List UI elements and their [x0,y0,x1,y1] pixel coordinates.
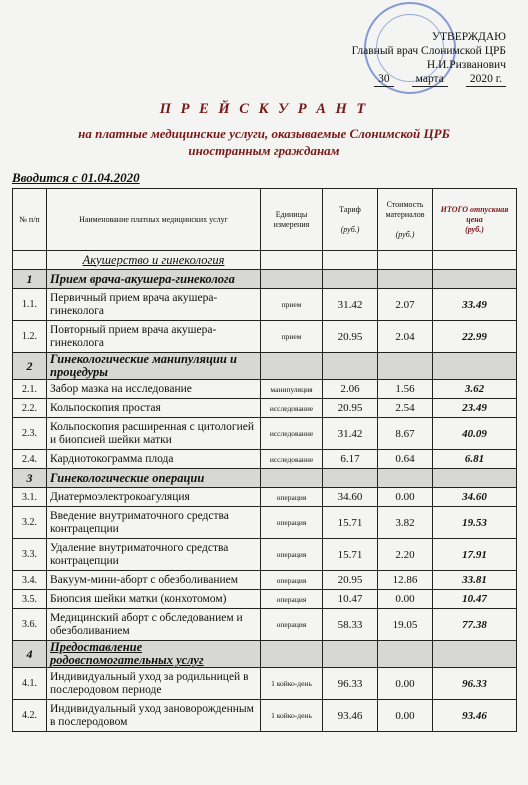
row-service-name: Кольпоскопия простая [47,399,261,418]
row-num: 2.4. [13,450,47,469]
row-tariff: 20.95 [323,321,378,353]
table-row [13,380,517,399]
section-unit [261,353,323,380]
row-service-name: Индивидуальный уход за родильницей в послеродовом периоде [47,668,261,700]
row-materials: 2.04 [378,321,433,353]
row-materials: 8.67 [378,418,433,450]
row-service-name: Диатермоэлектрокоагуляция [47,488,261,507]
row-num: 3.5. [13,590,47,609]
row-tariff: 20.95 [323,399,378,418]
section-unit [261,270,323,289]
row-num: 3.1. [13,488,47,507]
row-service-name: Введение внутриматочного средства контрацепции [47,507,261,539]
row-service-name: Медицинский аборт с обследованием и обезболиванием [47,609,261,641]
row-unit: исследование [261,418,323,450]
row-tariff: 93.46 [323,700,378,732]
row-unit: прием [261,289,323,321]
section-num: 3 [13,469,47,488]
approval-position: Главный врач Слонимской ЦРБ [351,45,506,57]
header-tariff-label: Тариф [339,204,361,214]
section-row [13,641,517,668]
row-total-price: 19.53 [433,507,517,539]
row-num: 3.3. [13,539,47,571]
row-tariff: 10.47 [323,590,378,609]
approval-title: УТВЕРЖДАЮ [431,31,506,43]
table-row [13,609,517,641]
section-unit [261,469,323,488]
section-title: Гинекологические операции [47,469,261,488]
table-row [13,507,517,539]
table-row [13,539,517,571]
approval-signer: Н.И.Ризванович [426,59,506,71]
row-service-name: Вакуум-мини-аборт с обезболиванием [47,571,261,590]
approval-year: 2020 г. [466,72,506,87]
row-materials: 0.00 [378,700,433,732]
section-title: Гинекологические манипуляции и процедуры [47,353,261,380]
section-tariff [323,270,378,289]
section-total [433,641,517,668]
row-service-name: Повторный прием врача акушера-гинеколога [47,321,261,353]
row-total-price: 33.49 [433,289,517,321]
row-unit: операция [261,488,323,507]
approval-month: марта [412,72,448,87]
category-tariff [323,251,378,270]
row-unit: исследование [261,450,323,469]
row-materials: 2.07 [378,289,433,321]
category-num [13,251,47,270]
section-tariff [323,469,378,488]
section-tariff [323,353,378,380]
row-tariff: 15.71 [323,507,378,539]
table-row [13,418,517,450]
row-total-price: 22.99 [433,321,517,353]
table-header-row [13,189,517,251]
price-table-body [13,189,517,732]
price-table [12,188,517,732]
row-total-price: 6.81 [433,450,517,469]
row-materials: 0.00 [378,488,433,507]
table-row [13,590,517,609]
approval-block [352,30,506,87]
row-unit: прием [261,321,323,353]
row-materials: 3.82 [378,507,433,539]
row-materials: 2.20 [378,539,433,571]
row-service-name: Удаление внутриматочного средства контрацепции [47,539,261,571]
section-title: Предоставление родовспомогательных услуг [47,641,261,668]
row-materials: 0.64 [378,450,433,469]
category-unit [261,251,323,270]
row-num: 2.3. [13,418,47,450]
row-num: 1.1. [13,289,47,321]
header-name: Наименование платных медицинских услуг [47,189,261,251]
row-tariff: 2.06 [323,380,378,399]
section-num: 1 [13,270,47,289]
section-row [13,469,517,488]
row-unit: исследование [261,399,323,418]
row-unit: операция [261,590,323,609]
row-num: 1.2. [13,321,47,353]
row-service-name: Первичный прием врача акушера-гинеколога [47,289,261,321]
section-title: Прием врача-акушера-гинеколога [47,270,261,289]
row-total-price: 34.60 [433,488,517,507]
section-total [433,469,517,488]
row-tariff: 31.42 [323,289,378,321]
section-num: 4 [13,641,47,668]
document-subtitle: на платные медицинские услуги, оказываемые Слонимской ЦРБ иностранным гражданам [78,126,450,158]
approval-date [352,72,506,87]
row-unit: операция [261,571,323,590]
row-unit: 1 койко-день [261,668,323,700]
header-tariff [323,189,378,251]
table-row [13,700,517,732]
row-tariff: 58.33 [323,609,378,641]
row-unit: операция [261,609,323,641]
row-total-price: 93.46 [433,700,517,732]
section-materials [378,641,433,668]
row-total-price: 77.38 [433,609,517,641]
document-title: П Р Е Й С К У Р А Н Т [159,101,369,117]
row-unit: операция [261,539,323,571]
header-tariff-unit: (руб.) [340,224,360,234]
header-total-label: ИТОГО отпускная цена [440,204,509,224]
table-row [13,321,517,353]
header-materials-label: Стоимость материалов [385,199,425,219]
row-materials: 12.86 [378,571,433,590]
row-total-price: 33.81 [433,571,517,590]
table-row [13,289,517,321]
header-materials [378,189,433,251]
row-num: 2.1. [13,380,47,399]
approval-day: 30 [374,72,394,87]
row-unit: 1 койко-день [261,700,323,732]
row-materials: 0.00 [378,668,433,700]
header-total-unit: (руб.) [465,224,484,234]
section-row [13,353,517,380]
row-unit: манипуляция [261,380,323,399]
row-service-name: Кольпоскопия расширенная с цитологией и биопсией шейки матки [47,418,261,450]
row-num: 2.2. [13,399,47,418]
row-total-price: 96.33 [433,668,517,700]
row-materials: 0.00 [378,590,433,609]
row-unit: операция [261,507,323,539]
section-num: 2 [13,353,47,380]
row-num: 3.4. [13,571,47,590]
section-tariff [323,641,378,668]
row-total-price: 23.49 [433,399,517,418]
section-materials [378,353,433,380]
row-materials: 2.54 [378,399,433,418]
header-total [433,189,517,251]
row-tariff: 34.60 [323,488,378,507]
row-tariff: 15.71 [323,539,378,571]
row-tariff: 20.95 [323,571,378,590]
category-title: Акушерство и гинекология [47,251,261,270]
row-num: 3.2. [13,507,47,539]
section-total [433,270,517,289]
row-service-name: Забор мазка на исследование [47,380,261,399]
row-total-price: 17.91 [433,539,517,571]
row-materials: 1.56 [378,380,433,399]
table-row [13,488,517,507]
row-service-name: Кардиотокограмма плода [47,450,261,469]
section-unit [261,641,323,668]
table-row [13,399,517,418]
category-materials [378,251,433,270]
table-row [13,668,517,700]
header-unit: Единицы измерения [261,189,323,251]
section-total [433,353,517,380]
category-row [13,251,517,270]
row-tariff: 6.17 [323,450,378,469]
table-row [13,571,517,590]
row-total-price: 40.09 [433,418,517,450]
row-materials: 19.05 [378,609,433,641]
header-materials-unit: (руб.) [395,229,415,239]
row-tariff: 96.33 [323,668,378,700]
row-num: 4.2. [13,700,47,732]
section-materials [378,469,433,488]
section-materials [378,270,433,289]
header-num: № п/п [13,189,47,251]
row-service-name: Индивидуальный уход зановорожденным в послеродовом [47,700,261,732]
section-row [13,270,517,289]
row-tariff: 31.42 [323,418,378,450]
row-total-price: 3.62 [433,380,517,399]
category-total [433,251,517,270]
row-num: 3.6. [13,609,47,641]
table-row [13,450,517,469]
effective-date: Вводится с 01.04.2020 [12,170,140,185]
row-num: 4.1. [13,668,47,700]
row-total-price: 10.47 [433,590,517,609]
row-service-name: Биопсия шейки матки (конхотомом) [47,590,261,609]
